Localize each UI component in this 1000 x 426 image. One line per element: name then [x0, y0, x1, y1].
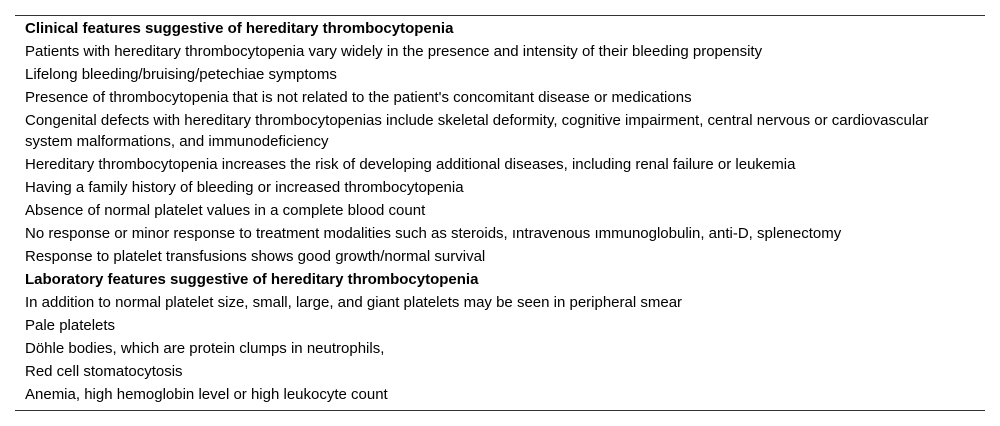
table-row: Pale platelets: [25, 317, 116, 334]
table-row: Congenital defects with hereditary thrombocytopenias include skeletal deformity, cognitive impairment, central nervous or cardiovascular system malformations, and immunodeficiency: [25, 112, 929, 150]
table-row: Presence of thrombocytopenia that is not related to the patient's concomitant disease or medications: [25, 89, 692, 106]
table-row: Response to platelet transfusions shows good growth/normal survival: [25, 248, 486, 265]
features-table: [25, 17, 975, 406]
table-row: Anemia, high hemoglobin level or high leukocyte count: [25, 386, 388, 403]
table-row: In addition to normal platelet size, small, large, and giant platelets may be seen in peripheral smear: [25, 294, 683, 311]
table-row: Absence of normal platelet values in a complete blood count: [25, 202, 426, 219]
table-row: Hereditary thrombocytopenia increases the risk of developing additional diseases, including renal failure or leukemia: [25, 156, 796, 173]
table-row: Having a family history of bleeding or increased thrombocytopenia: [25, 179, 464, 196]
table-top-rule: [15, 15, 985, 16]
table-row: Patients with hereditary thrombocytopenia vary widely in the presence and intensity of their bleeding propensity: [25, 43, 763, 60]
table-bottom-rule: [15, 410, 985, 411]
table-row: Red cell stomatocytosis: [25, 363, 183, 380]
table-row: Döhle bodies, which are protein clumps in neutrophils,: [25, 340, 385, 357]
section-heading-laboratory: Laboratory features suggestive of hereditary thrombocytopenia: [25, 271, 479, 288]
table-row: Lifelong bleeding/bruising/petechiae symptoms: [25, 66, 337, 83]
table-row: No response or minor response to treatment modalities such as steroids, ıntravenous ımmunoglobulin, anti-D, splenectomy: [25, 225, 842, 242]
section-heading-clinical: Clinical features suggestive of hereditary thrombocytopenia: [25, 20, 454, 37]
